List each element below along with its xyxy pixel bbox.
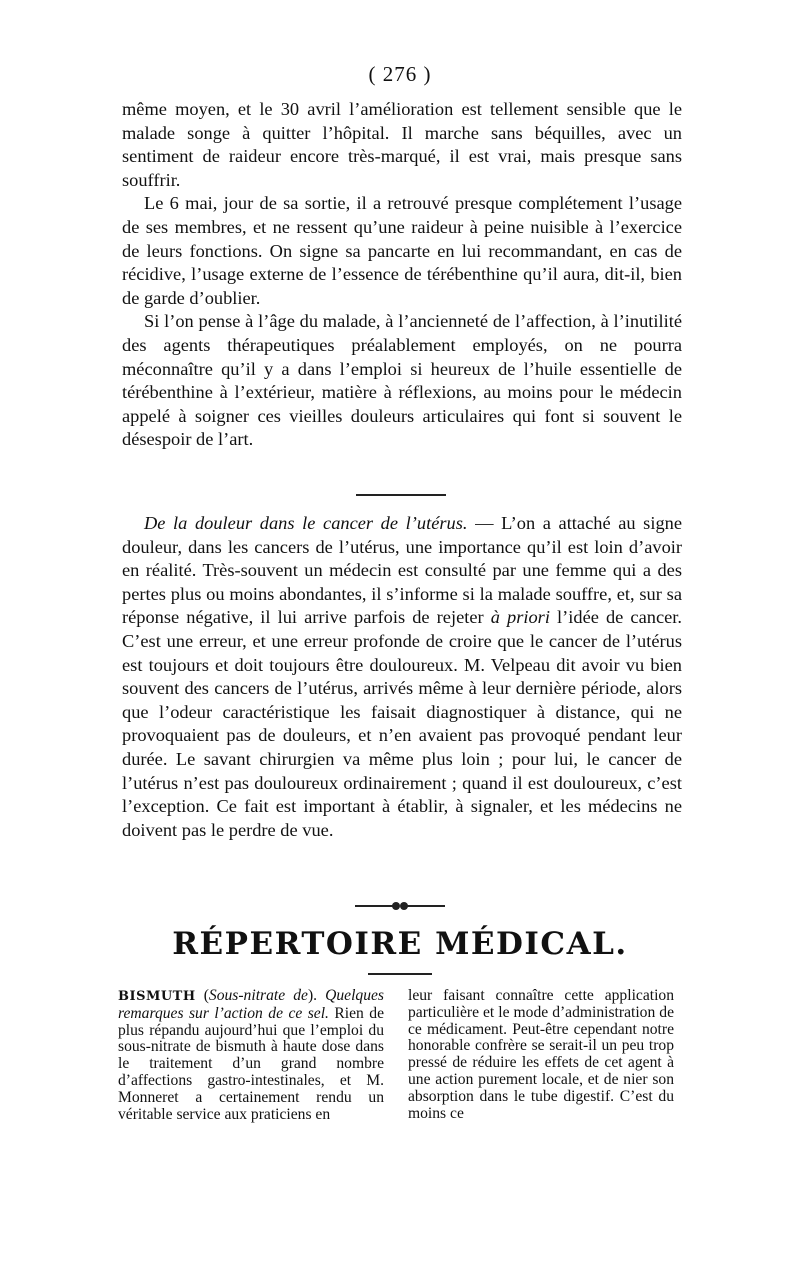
article-text: l’idée de cancer. C’est une erreur, et une erreur profonde de croire que le cancer de l’utérus est toujours et doit toujours être douloureux. M. Velpeau dit avoir vu bien souvent des cancers de l’utérus, arrivés même à leur dernière période, alors que l’odeur caractéristique les faisait diagnostiquer à distance, qui ne provoquaient pas de douleurs, et n’en avaient pas provoqué pendant leur durée. Le savant chirurgien va même plus loin ; pour lui, le cancer de l’utérus n’est pas douloureux ordinairement ; quand il est douloureux, c’est l’exception. Ce fait est important à établir, à signaler, et les médecins ne doivent pas le perdre de vue.	[122, 607, 682, 840]
paragraph: Le 6 mai, jour de sa sortie, il a retrouvé presque complétement l’usage de ses membres, et ne ressent qu’une raideur à peine nuisible à l’exercice de leurs fonctions. On signe sa pancarte en lui recommandant, en cas de récidive, l’usage externe de l’essence de térébenthine qu’il aura, dit-il, bien de garde d’oublier.	[122, 193, 682, 308]
entry-headword: BISMUTH	[118, 989, 196, 1004]
entry-bismuth	[118, 988, 384, 1123]
title-dash: —	[467, 513, 502, 533]
article-title: De la douleur dans le cancer de l’utérus.	[144, 513, 468, 533]
title-underline	[368, 973, 432, 975]
section-divider	[356, 494, 446, 496]
article-text: L’on a attaché au signe douleur, dans les cancers de l’utérus, une importance qu’il est loin d’avoir en réalité. Très-souvent un médecin est consulté par une femme qui a des pertes plus ou moins abondantes, il s’informe si la malade souffre, et, sur sa réponse négative, il lui arrive parfois de rejeter	[122, 513, 683, 628]
entry-continuation: leur faisant connaître cette application particulière et le mode d’administration de ce médicament. Peut-être cependant notre honorable confrère se serait-il un peu trop pressé de réduire les effets de cet agent à une action purement locale, et de nier son absorption dans le tube digestif. C’est du moins ce	[408, 987, 674, 1122]
entry-text: Rien de plus répandu aujourd’hui que l’emploi du sous-nitrate de bismuth à haute dose dans le traitement d’un grand nombre d’affections gastro-intestinales, et M. Monneret a certainement rendu un véritable service aux praticiens en	[118, 1004, 384, 1123]
page-number: ( 276 )	[368, 62, 432, 86]
headword-qualifier: Sous-nitrate de	[208, 987, 308, 1004]
paren-open: (	[195, 987, 209, 1004]
paren-close: ).	[307, 987, 326, 1004]
section-title: RÉPERTOIRE MÉDICAL.	[172, 926, 628, 962]
column-right	[408, 988, 674, 1122]
paragraph: même moyen, et le 30 avril l’amélioration est tellement sensible que le malade songe à quitter l’hôpital. Il marche sans béquilles, avec un sentiment de raideur encore très-marqué, il est vrai, mais presque sans souffrir.	[122, 99, 682, 190]
article-continuation	[122, 98, 682, 452]
paragraph	[122, 512, 682, 842]
ornamental-divider	[355, 902, 445, 910]
paragraph: Si l’on pense à l’âge du malade, à l’ancienneté de l’affection, à l’inutilité des agents thérapeutiques préalablement employés, on ne pourra méconnaître qu’il y a dans l’emploi si heureux de l’huile essentielle de térébenthine à l’extérieur, matière à réflexions, au moins pour le médecin appelé à soigner ces vieilles douleurs articulaires qui font si souvent le désespoir de l’art.	[122, 311, 682, 450]
article-uterine-cancer	[122, 512, 682, 842]
entry-subtitle: Quelques remarques sur l’action de ce sel.	[118, 987, 385, 1022]
column-left	[118, 988, 384, 1123]
italic-phrase: à priori	[490, 607, 550, 628]
